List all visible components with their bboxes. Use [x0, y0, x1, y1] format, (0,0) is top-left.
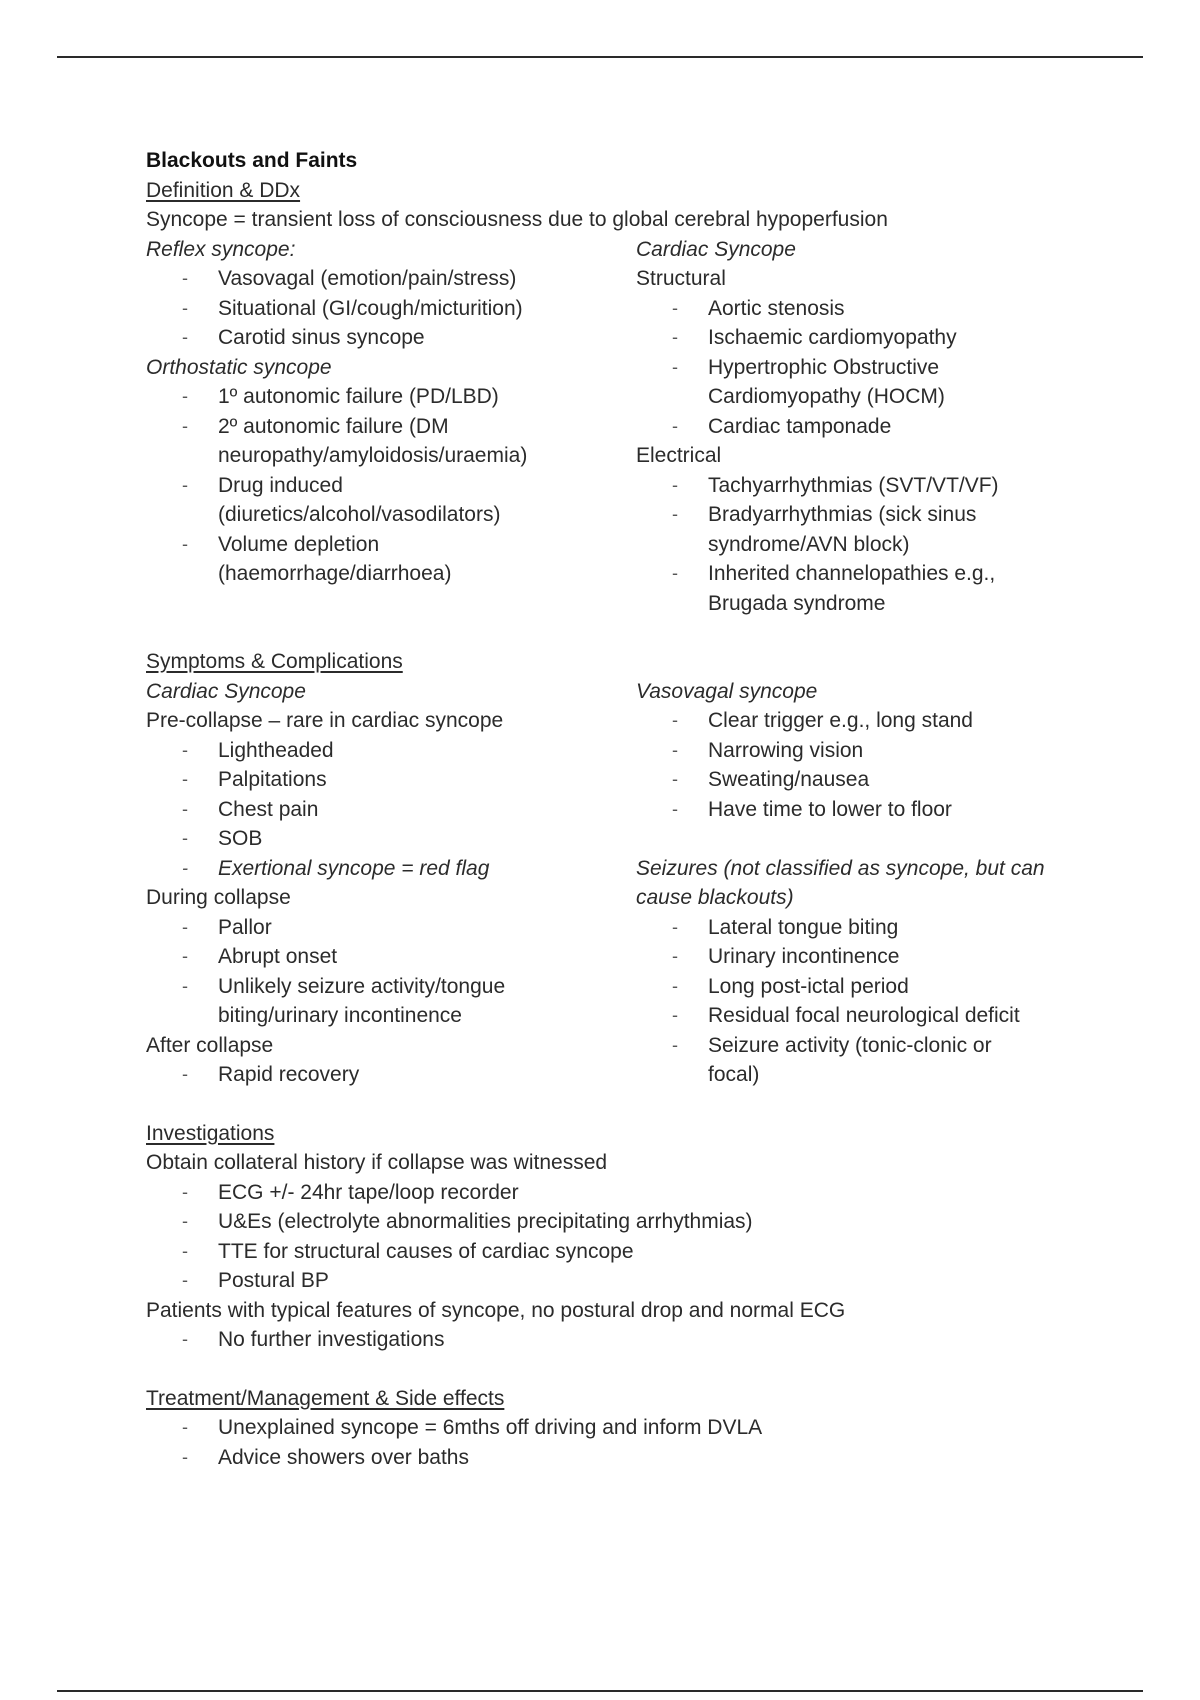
list-item: - Urinary incontinence [708, 942, 1076, 972]
reflex-syncope-list [146, 264, 636, 353]
red-flag-item: - Exertional syncope = red flag [218, 854, 636, 884]
typical-features-list [146, 1325, 1076, 1355]
electrical-label: Electrical [636, 444, 722, 467]
list-item: - 1º autonomic failure (PD/LBD) [218, 382, 636, 412]
list-item: - 2º autonomic failure (DM neuropathy/amyloidosis/uraemia) [218, 412, 548, 471]
treatment-heading: Treatment/Management & Side effects [146, 1386, 505, 1410]
list-item: - Ischaemic cardiomyopathy [708, 323, 1076, 353]
section-definition-ddx [146, 176, 1076, 619]
list-item: - Cardiac tamponade [708, 412, 1076, 442]
list-item: - Have time to lower to floor [708, 795, 1076, 825]
reflex-syncope-label: Reflex syncope: [146, 237, 296, 261]
cardiac-symptoms-label: Cardiac Syncope [146, 679, 306, 703]
investigations-intro: Obtain collateral history if collapse was witnessed [146, 1151, 608, 1174]
vasovagal-list [636, 706, 1076, 824]
seizures-label: Seizures (not classified as syncope, but can cause blackouts) [636, 856, 1045, 909]
list-item: - Postural BP [218, 1266, 1076, 1296]
list-item: - Sweating/nausea [708, 765, 1076, 795]
ddx-columns [146, 235, 1076, 619]
list-item: - Vasovagal (emotion/pain/stress) [218, 264, 636, 294]
list-item: - Rapid recovery [218, 1060, 636, 1090]
section-investigations [146, 1119, 1076, 1355]
list-item: - Lateral tongue biting [708, 913, 1076, 943]
top-rule [57, 56, 1143, 58]
ddx-right-column [636, 235, 1076, 619]
symptoms-right-column [636, 677, 1076, 1090]
ddx-left-column [146, 235, 636, 619]
orthostatic-syncope-label: Orthostatic syncope [146, 355, 332, 379]
section-treatment [146, 1384, 1076, 1473]
list-item: - Carotid sinus syncope [218, 323, 636, 353]
treatment-list [146, 1413, 1076, 1472]
cardiac-syncope-label: Cardiac Syncope [636, 237, 796, 261]
list-item: - Pallor [218, 913, 636, 943]
after-collapse-list [146, 1060, 636, 1090]
pre-collapse-list [146, 736, 636, 884]
list-item: - Volume depletion (haemorrhage/diarrhoea) [218, 530, 478, 589]
list-item: - Unlikely seizure activity/tongue biting/urinary incontinence [218, 972, 528, 1031]
list-item: - Clear trigger e.g., long stand [708, 706, 1076, 736]
spacer [636, 824, 1076, 854]
list-item: - TTE for structural causes of cardiac syncope [218, 1237, 1076, 1267]
list-item: - Seizure activity (tonic-clonic or focal) [708, 1031, 1018, 1090]
list-item: - Lightheaded [218, 736, 636, 766]
list-item: - ECG +/- 24hr tape/loop recorder [218, 1178, 1076, 1208]
investigations-list [146, 1178, 1076, 1296]
typical-features-label: Patients with typical features of syncope, no postural drop and normal ECG [146, 1298, 846, 1322]
list-item: - Long post-ictal period [708, 972, 1076, 1002]
list-item: - Aortic stenosis [708, 294, 1076, 324]
list-item: - Chest pain [218, 795, 636, 825]
after-collapse-label: After collapse [146, 1033, 274, 1057]
list-item: - Palpitations [218, 765, 636, 795]
document-title: Blackouts and Faints [146, 149, 358, 172]
ddx-heading: Definition & DDx [146, 178, 301, 202]
syncope-definition: Syncope = transient loss of consciousness due to global cerebral hypoperfusion [146, 208, 888, 231]
investigations-heading: Investigations [146, 1121, 275, 1145]
list-item: - Hypertrophic Obstructive Cardiomyopathy (HOCM) [708, 353, 968, 412]
list-item: - U&Es (electrolyte abnormalities precipitating arrhythmias) [218, 1207, 1076, 1237]
list-item: - Abrupt onset [218, 942, 636, 972]
during-collapse-label: During collapse [146, 886, 291, 909]
list-item: - No further investigations [218, 1325, 1076, 1355]
vasovagal-label: Vasovagal syncope [636, 679, 818, 703]
bottom-rule [57, 1690, 1143, 1692]
electrical-list [636, 471, 1076, 619]
structural-list [636, 294, 1076, 442]
structural-label: Structural [636, 267, 726, 290]
list-item: - Bradyarrhythmias (sick sinus syndrome/AVN block) [708, 500, 998, 559]
pre-collapse-label: Pre-collapse – rare in cardiac syncope [146, 709, 504, 732]
during-collapse-list [146, 913, 636, 1031]
orthostatic-syncope-list [146, 382, 636, 589]
list-item: - SOB [218, 824, 636, 854]
list-item: - Unexplained syncope = 6mths off driving and inform DVLA [218, 1413, 1076, 1443]
list-item: - Inherited channelopathies e.g., Brugada syndrome [708, 559, 1018, 618]
section-symptoms [146, 647, 1076, 1090]
list-item: - Drug induced (diuretics/alcohol/vasodilators) [218, 471, 528, 530]
list-item: - Tachyarrhythmias (SVT/VT/VF) [708, 471, 1076, 501]
document-page [146, 146, 1076, 1472]
symptoms-columns [146, 677, 1076, 1090]
seizures-list [636, 913, 1076, 1090]
list-item: - Residual focal neurological deficit [708, 1001, 1076, 1031]
list-item: - Advice showers over baths [218, 1443, 1076, 1473]
list-item: - Narrowing vision [708, 736, 1076, 766]
symptoms-heading: Symptoms & Complications [146, 650, 403, 673]
symptoms-left-column [146, 677, 636, 1090]
list-item: - Situational (GI/cough/micturition) [218, 294, 636, 324]
